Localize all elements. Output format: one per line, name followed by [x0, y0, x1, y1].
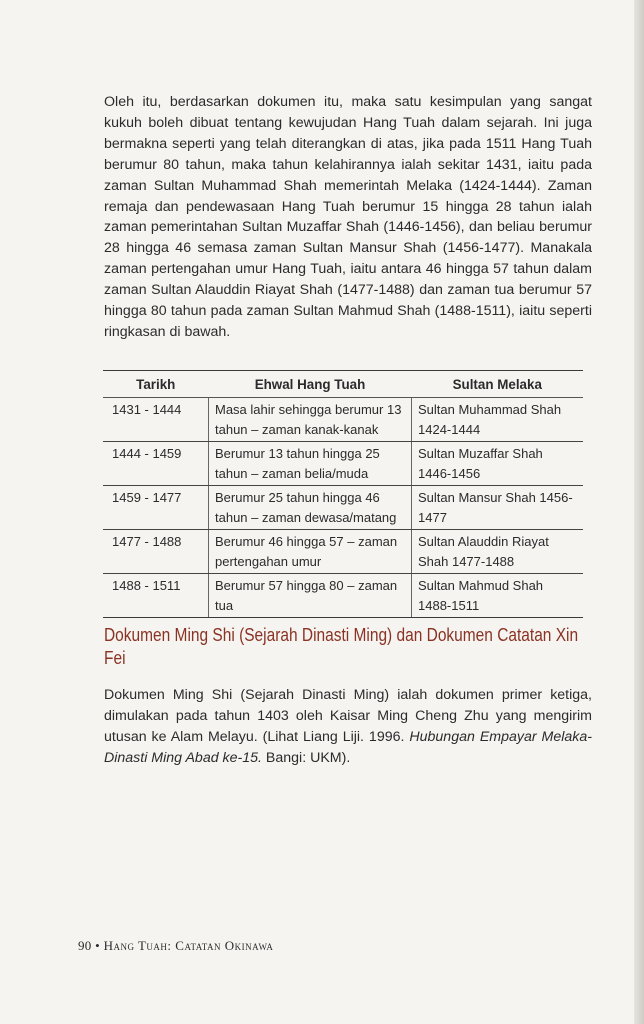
footer-separator: • — [95, 938, 101, 953]
summary-table — [103, 370, 583, 618]
cell-ehwal: Berumur 57 hingga 80 – zaman tua — [209, 574, 412, 618]
cell-tarikh: 1488 - 1511 — [103, 574, 209, 618]
cell-ehwal: Berumur 25 tahun hingga 46 tahun – zaman dewasa/matang — [209, 486, 412, 530]
cell-tarikh: 1444 - 1459 — [103, 442, 209, 486]
cell-sultan: Sultan Muzaffar Shah 1446-1456 — [412, 442, 584, 486]
table-header-row — [103, 371, 583, 398]
cell-sultan: Sultan Muhammad Shah 1424-1444 — [412, 398, 584, 442]
table-row — [103, 398, 583, 442]
section-paragraph — [104, 685, 592, 769]
table-row — [103, 442, 583, 486]
page-footer — [78, 938, 273, 954]
intro-paragraph: Oleh itu, berdasarkan dokumen itu, maka satu kesimpulan yang sangat kukuh boleh dibuat tentang kewujudan Hang Tuah dalam sejarah. Ini juga bermakna seperti yang telah diterangkan di atas, jika pada 1511 Hang Tuah berumur 80 tahun, maka tahun kelahirannya ialah sekitar 1431, iaitu pada zaman Sultan Muhammad Shah memerintah Melaka (1424-1444). Zaman remaja dan pendewasaan Hang Tuah berumur 15 hingga 28 tahun ialah zaman pemerintahan Sultan Muzaffar Shah (1446-1456), dan beliau berumur 28 hingga 46 semasa zaman Sultan Mansur Shah (1456-1477). Manakala zaman pertengahan umur Hang Tuah, iaitu antara 46 hingga 57 tahun dalam zaman Sultan Alauddin Riayat Shah (1477-1488) dan zaman tua berumur 57 hingga 80 tahun pada zaman Sultan Mahmud Shah (1488-1511), iaitu seperti ringkasan di bawah. — [104, 94, 592, 340]
header-tarikh: Tarikh — [103, 371, 209, 398]
page-edge-shadow — [634, 0, 644, 1024]
header-ehwal: Ehwal Hang Tuah — [209, 371, 412, 398]
table-row — [103, 574, 583, 618]
running-title: Hang Tuah: Catatan Okinawa — [103, 938, 274, 953]
page-number: 90 — [78, 938, 92, 953]
header-sultan: Sultan Melaka — [412, 371, 584, 398]
citation-title: Hubungan Empayar Melaka-Dinasti Ming Abad ke-15. — [104, 728, 592, 766]
cell-tarikh: 1477 - 1488 — [103, 530, 209, 574]
cell-sultan: Sultan Alauddin Riayat Shah 1477-1488 — [412, 530, 584, 574]
table-row — [103, 486, 583, 530]
cell-sultan: Sultan Mahmud Shah 1488-1511 — [412, 574, 584, 618]
cell-ehwal: Berumur 13 tahun hingga 25 tahun – zaman belia/muda — [209, 442, 412, 486]
table-row — [103, 530, 583, 574]
citation-tail: Bangi: UKM). — [261, 749, 351, 766]
cell-tarikh: 1459 - 1477 — [103, 486, 209, 530]
section-paragraph-text: Dokumen Ming Shi (Sejarah Dinasti Ming) ialah dokumen primer ketiga, dimulakan pada tahun 1403 oleh Kaisar Ming Cheng Zhu yang mengirim utusan ke Alam Melayu. (Lihat Liang Liji. 1996. — [104, 687, 592, 745]
cell-sultan: Sultan Mansur Shah 1456-1477 — [412, 486, 584, 530]
cell-ehwal: Berumur 46 hingga 57 – zaman pertengahan umur — [209, 530, 412, 574]
section-heading: Dokumen Ming Shi (Sejarah Dinasti Ming) dan Dokumen Catatan Xin Fei — [104, 625, 579, 668]
cell-tarikh: 1431 - 1444 — [103, 398, 209, 442]
cell-ehwal: Masa lahir sehingga berumur 13 tahun – zaman kanak-kanak — [209, 398, 412, 442]
